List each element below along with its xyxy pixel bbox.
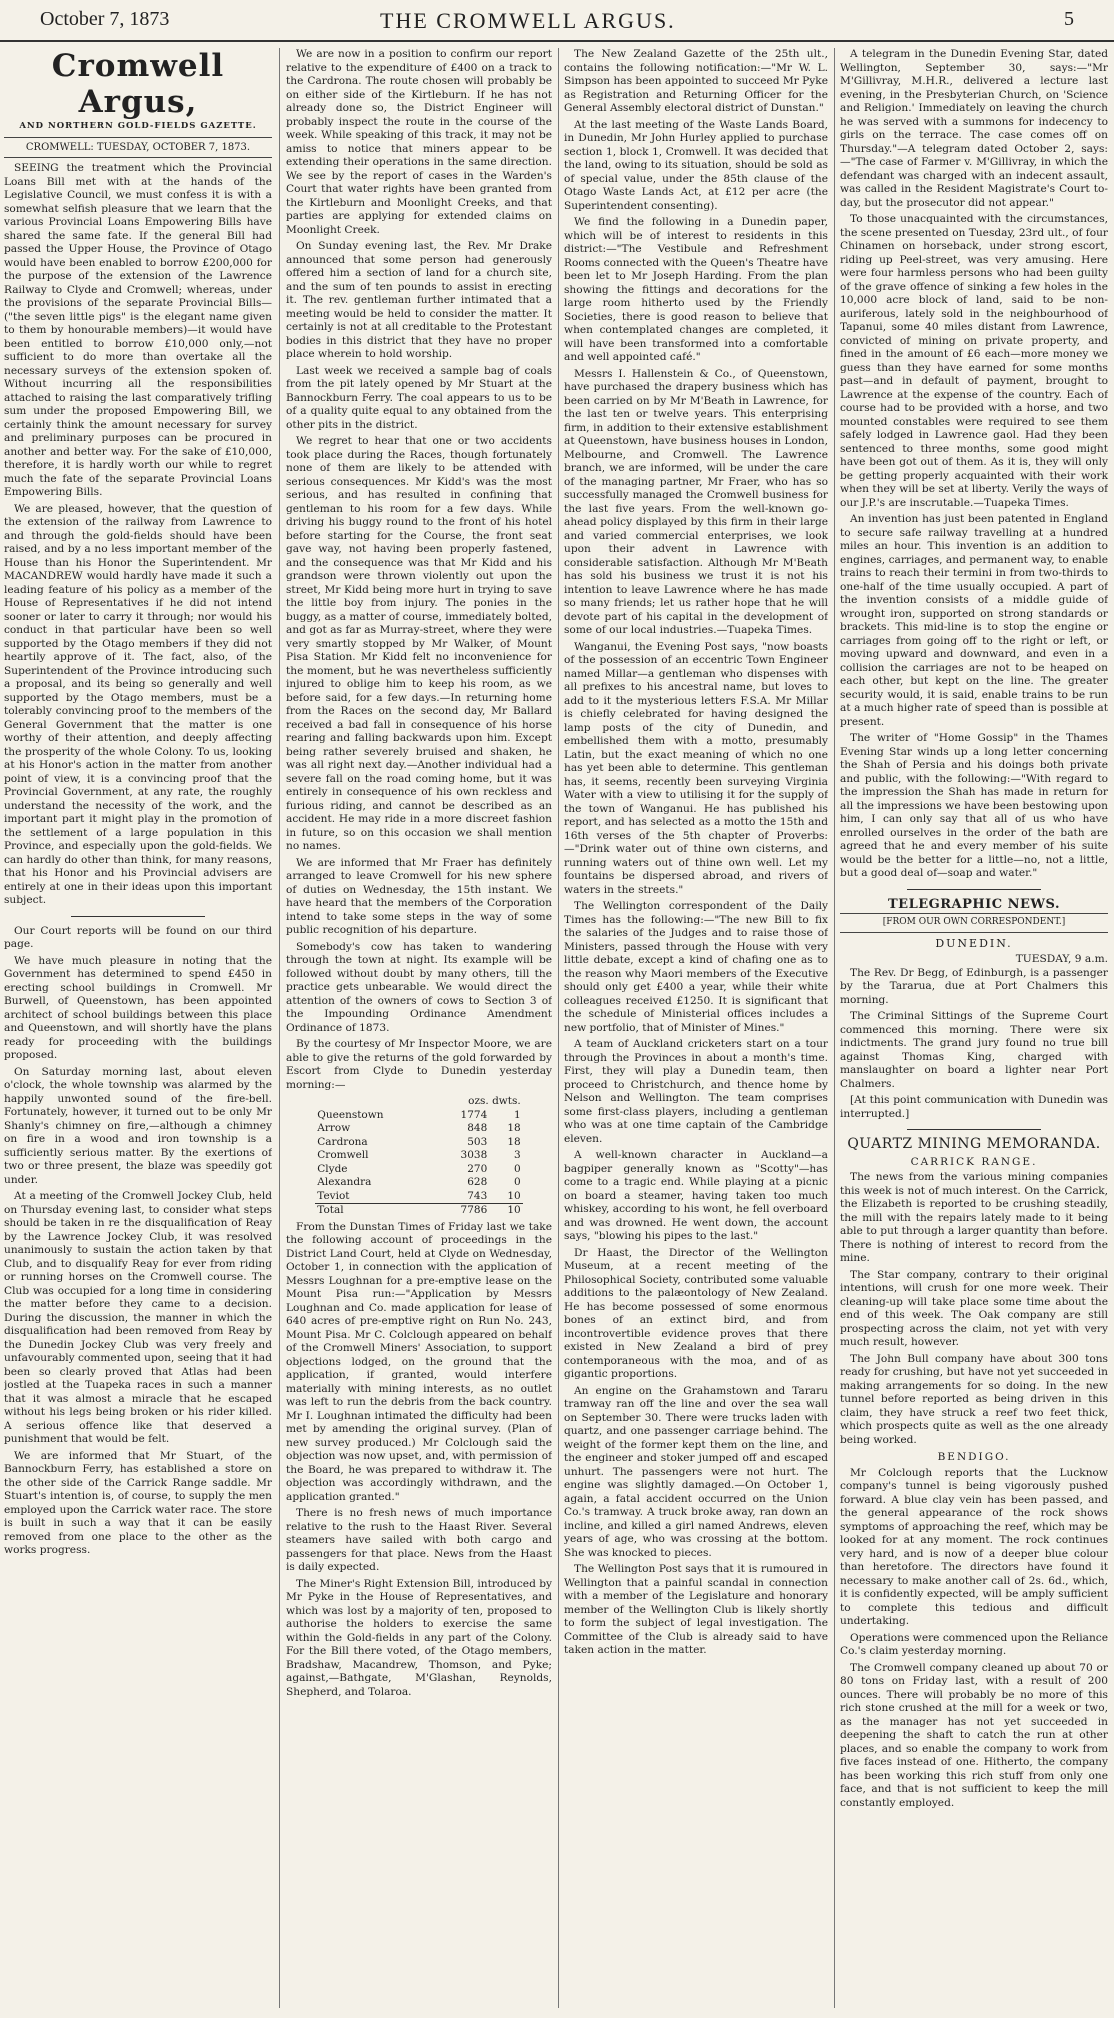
paragraph: An invention has just been patented in England to secure safe railway travelling at a hundred miles an hour. This invention is an addition to engines, carriages, and permanent way, to enable trains to reach their termini in from two-thirds to one-half of the time usually occupied. A part of the invention consists of a middle guide of wrought iron, supported on strong standards or brackets. This mid-line is to stop the engine or carriages from going off to the right or left, or moving upward and downward, and even in a collision the carriages are not to be heaped on each other, but kept on the line. The greater security would, it is said, enable trains to be run at a much higher rate of speed than is possible at present. [840,513,1108,728]
dateline-time: TUESDAY, 9 a.m. [1015,953,1108,965]
paragraph: Dr Haast, the Director of the Wellington Museum, at a recent meeting of the Philosophical Society, contributed some valuable additions to the palæontology of New Zealand. He has become possessed of some enormous bones of an extinct bird, and from incontrovertible evidence proves that there existed in New Zealand a bird of prey contemporaneous with the moa, and of as gigantic proportions. [564,1246,828,1380]
escort-ounces: 3038 [460,1149,488,1161]
paragraph: We have much pleasure in noting that the Government has determined to spend £450 in erecting school buildings in Cromwell. Mr Burwell, of Queenstown, has been appointed architect of school buildings between this place and Queenstown, and will shortly have the plans ready for proceeding with the buildings proposed. [4,954,272,1061]
paragraph: On Saturday morning last, about eleven o'clock, the whole township was alarmed by the happily unwonted sound of the fire-bell. Fortunately, however, it turned out to be only Mr Shanly's chimney on fire,—although a chimney on fire in a wood and iron township is a sufficiently serious matter. By the exertions of two or three present, the blaze was speedily got under. [4,1065,272,1186]
escort-pennyweights: 0 [514,1176,521,1188]
escort-place: Cardrona [317,1135,368,1148]
paragraph: There is no fresh news of much importance relative to the rush to the Haast River. Several steamers have sailed with both cargo and passengers for that place. News from the Haast is daily expected. [286,1507,552,1573]
escort-total-label: Total [315,1204,430,1218]
escort-total-row [315,1204,522,1218]
paragraph: The news from the various mining companies this week is not of much interest. On the Carrick, the Elizabeth is reported to be crushing steadily, the mill with the repairs lately made to it being able to put through a larger quantity than before. There is nothing of interest to record from the mine. [840,1171,1108,1264]
escort-pennyweights: 0 [514,1162,521,1175]
paragraph: A telegram in the Dunedin Evening Star, dated Wellington, September 30, says:—"Mr M'Gillivray, M.H.R., delivered a lecture last evening, in the Presbyterian Church, on 'Science and Religion.' Immediately on leaving the church he was served with a summons for indecency to girls on the terrace. The case comes off on Thursday."—A telegram dated October 2, says:—"The case of Farmer v. M'Gillivray, in which the defendant was charged with an indecent assault, was called in the Resident Magistrate's Court to-day, but the prosecutor did not appear." [840,48,1108,209]
carrick-range-heading: CARRICK RANGE. [910,1155,1038,1168]
paragraph: The Star company, contrary to their original intentions, will crush for one more week. Their cleaning-up will take place some time about the end of this week. The Oak company are still prospecting across the claim, not yet with very much result, however. [840,1268,1108,1348]
masthead-title: Cromwell Argus, [51,48,225,120]
divider [71,916,205,917]
divider [907,889,1041,890]
paragraph: SEEING the treatment which the Provincial Loans Bill met with at the hands of the Legislative Council, we must confess it is with a somewhat selfish pleasure that we learn that the various Provincial Loans Empowering Bills have shared the same fate. If the general Bill had passed the Upper House, the Province of Otago would have been enabled to borrow £200,000 for the purpose of the extension of the Lawrence Railway to Clyde and Cromwell; whereas, under the provisions of the separate Provincial Bills—("the seven little pigs" is the elegant name given to them by honourable members)—it would have been entitled to borrow £10,000 only,—not sufficient to do more than overtake all the necessary surveys of the extension spoken of. Without incurring all the responsibilities attached to raising the last comparatively trifling sum under the proposed Empowering Bill, we certainly think the amount necessary for survey and preliminary purposes can be procured in another and better way. For the sake of £10,000, therefore, it is hardly worth our while to regret much the fate of the separate Provincial Loans Empowering Bills. [4,162,272,498]
escort-row [315,1176,522,1190]
page-header [0,0,1114,42]
paragraph: The John Bull company have about 300 tons ready for crushing, but have not yet succeeded in making arrangements for so doing. In the new tunnel before reported as being driven in this claim, they have struck a reef two feet thick, which prospects quite as well as the one already being worked. [840,1352,1108,1446]
paragraph: We are pleased, however, that the question of the extension of the railway from Lawrence to and through the gold-fields should have been raised, and by a no less important member of the House than his Honor the Superintendent. Mr MACANDREW would hardly have made it such a leading feature of his policy as a member of the House of Representatives if he did not intend sooner or later to carry it through; nor would his conduct in that particular have been so well supported by the Otago members if they did not heartily approve of it. The fact, also, of the Superintendent of the Province introducing such a proposal, and its being so generally and well supported by the Otago members, must be a tolerably convincing proof to the members of the General Government that the matter is one worthy of their attention, and deeply affecting the prosperity of the whole Colony. To us, looking at his Honor's action in the matter from another point of view, it is a convincing proof that the Provincial Government, at any rate, the roughly understand the necessity of the work, and the important part it might play in the promotion of the settlement of a large population in this Province, and especially upon the gold-fields. We can hardly do other than think, for many reasons, that his Honor and his Provincial advisers are entirely at one in their ideas upon this important subject. [4,502,272,906]
escort-place: Arrow [317,1122,351,1134]
paragraph: We find the following in a Dunedin paper, which will be of interest to residents in this district:—"The Vestibule and Refreshment Rooms connected with the Queen's Theatre have been let to Mr Joseph Harding. From the plan showing the fittings and decorations for the large room hitherto used by the Friendly Societies, there is good reason to believe that when contemplated changes are completed, it will have been transformed into a comfortable and well appointed café." [564,216,828,363]
escort-place: Queenstown [317,1108,384,1121]
escort-pennyweights: 1 [514,1108,521,1121]
masthead [4,48,272,158]
escort-place: Alexandra [317,1176,372,1188]
paragraph: On Sunday evening last, the Rev. Mr Drake announced that some person had generously offered him a section of land for a church site, and the sum of ten pounds to assist in erecting it. The rev. gentleman further intimated that a meeting would be held to consider the matter. It certainly is not at all creditable to the Protestant bodies in this district that they have no proper place wherein to hold worship. [286,240,552,360]
header-page-number: 5 [1064,8,1074,30]
telegraphic-news-heading: TELEGRAPHIC NEWS. [888,896,1060,912]
paragraph: The writer of "Home Gossip" in the Thames Evening Star winds up a long letter concerning the Shah of Persia and his doings both private and public, with the following:—"With regard to the impression the Shah has made in return for all the impressions we have been bestowing upon him, I can only say that all of us who have enrolled ourselves in the order of the bath are agreed that he and every member of his suite would be the better for a little—no, not a little, but a good deal of—soap and water." [840,732,1108,879]
paragraph: Wanganui, the Evening Post says, "now boasts of the possession of an eccentric Town Engineer named Millar—a gentleman who dispenses with all prefixes to his ancestral name, but loves to add to it the mysterious letters F.S.A. Mr Millar is chiefly celebrated for having designed the lamp posts of the city of Dunedin, and embellished them with a motto, presumably Latin, but the exact meaning of which no one has yet been able to determine. This gentleman has, it seems, recently been surveying Virginia Water with a view to utilising it for the supply of the town of Wanganui. He has published his report, and has selected as a motto the 15th and 16th verses of the 5th chapter of Proverbs:—"Drink water out of thine own cisterns, and running waters out of thine own well. Let my fountains be dispersed abroad, and rivers of waters in the streets." [564,640,828,896]
escort-place: Teviot [317,1189,350,1202]
paragraph: The Rev. Dr Begg, of Edinburgh, is a passenger by the Tararua, due at Port Chalmers this morning. [840,966,1108,1006]
paragraph: [At this point communication with Dunedin was interrupted.] [840,1094,1108,1120]
escort-ounces: 743 [467,1189,488,1202]
paragraph: The Wellington correspondent of the Daily Times has the following:—"The new Bill to fix the salaries of the Judges and to raise those of Ministers, passed through the House with very little debate, except a kind of chafing one as to the reason why Maori members of the Executive should only get £400 a year, while their white colleagues received £1250. It is significant that the schedule of Ministerial offices includes a new portfolio, that of Minister of Mines." [564,900,828,1034]
escort-pennyweights: 10 [507,1189,521,1202]
escort-header-row [315,1095,522,1109]
paragraph: The Cromwell company cleaned up about 70 or 80 tons on Friday last, with a result of 200 ounces. There will probably be no more of this rich stone crushed at the mill for a week or two, as the manager has not yet succeeded in deepening the shaft to catch the run at other places, and so enable the company to work from five faces instead of one. Hitherto, the company has been working this rich stuff from only one face, and that is not sufficient to keep the mill constantly employed. [840,1661,1108,1809]
escort-ounces: 270 [467,1162,488,1175]
escort-total-pennyweights: 10 [489,1204,522,1218]
paragraph: We are now in a position to confirm our report relative to the expenditure of £400 on a track to the Cardrona. The route chosen will probably be on either side of the Kirtleburn. If he has not already done so, the District Engineer will probably inspect the route in the course of the week. While speaking of this track, it may not be amiss to notice that miners appear to be extending their operations in the same direction. We see by the report of cases in the Warden's Court that water rights have been granted from the Kirtleburn and Moonlight Creeks, and that parties are applying for extended claims on Moonlight Creek. [286,48,552,236]
paragraph: We are informed that Mr Stuart, of the Bannockburn Ferry, has established a store on the other side of the Carrick Range saddle. Mr Stuart's intention is, of course, to supply the men employed upon the Carrick water race. The store is built in such a way that it can be easily removed from one place to the other as the works progress. [4,1449,272,1556]
column-2 [286,48,552,2008]
column-rule [279,48,280,2008]
escort-place: Cromwell [317,1149,369,1161]
paragraph: From the Dunstan Times of Friday last we take the following account of proceedings in the District Land Court, held at Clyde on Wednesday, October 1, in connection with the application of Messrs Loughnan for a pre-emptive lease on the Mount Pisa run:—"Application by Messrs Loughnan and Co. made application for lease of 640 acres of pre-emptive right on Run No. 243, Mount Pisa. Mr C. Colclough appeared on behalf of the Cromwell Miners' Association, to support objections lodged, on the ground that the application, if granted, would interfere materially with mining interests, as no outlet was left to run the debris from the back country. Mr I. Loughnan intimated the difficulty had been met by amending the original survey. (Plan of new survey produced.) Mr Colclough said the objection was now upset, and, with permission of the Board, he was prepared to withdraw it. The objection was accordingly withdrawn, and the application granted." [286,1220,552,1503]
paragraph: To those unacquainted with the circumstances, the scene presented on Tuesday, 23rd ult., of four Chinamen on horseback, under strong escort, riding up Peel-street, was very amusing. Here were four harmless persons who had been guilty of the grave offence of sinking a few holes in the 10,000 acre block of land, said to be non-auriferous, lately sold in the neighbourhood of Tapanui, some 40 miles distant from Lawrence, convicted of mining on private property, and fined in the amount of £6 each—more money we guess than they have earned for some months past—and in default of payment, brought to Lawrence at the expense of the country. Each of course had to be provided with a horse, and two mounted constables were required to see them safely lodged in Lawrence gaol. Had they been sentenced to three months, some good might have been got out of them. As it is, they will only be getting properly acquainted with their work when they will be set at liberty. Verily the ways of our J.P.'s are inscrutable.—Tuapeka Times. [840,213,1108,509]
paragraph: An engine on the Grahamstown and Tararu tramway ran off the line and over the sea wall on September 30. There were trucks laden with quartz, and one passenger carriage behind. The weight of the former kept them on the line, and the engineer and stoker jumped off and escaped unhurt. The passengers were not hurt. The engine was slightly damaged.—On October 1, again, a fatal accident occurred on the Union Co.'s tramway. A truck broke away, ran down an incline, and killed a girl named Andrews, eleven years of age, who was crossing at the bottom. She was knocked to pieces. [564,1384,828,1559]
masthead-subtitle: AND NORTHERN GOLD-FIELDS GAZETTE. [19,121,257,131]
paragraph: Operations were commenced upon the Reliance Co.'s claim yesterday morning. [840,1631,1108,1657]
header-date: October 7, 1873 [40,8,170,30]
column-3 [564,48,828,2008]
escort-row [315,1109,522,1123]
dateline-place: DUNEDIN. [935,936,1013,950]
escort-ounces: 1774 [460,1108,488,1121]
paragraph: A well-known character in Auckland—a bagpiper generally known as "Scotty"—has come to a tragic end. While playing at a picnic on board a steamer, having taken too much whiskey, according to his wont, he fell overboard and was drowned. He went down, the account says, "blowing his pipes to the last." [564,1149,828,1242]
escort-ounces: 503 [467,1135,488,1148]
escort-row [315,1149,522,1163]
escort-units: ozs. dwts. [468,1095,521,1107]
column-rule [558,48,559,2008]
paragraph: Last week we received a sample bag of coals from the pit lately opened by Mr Stuart at the Bannockburn Ferry. The coal appears to us to be of a quality quite equal to any obtained from the other pits in the district. [286,364,552,431]
paragraph: By the courtesy of Mr Inspector Moore, we are able to give the returns of the gold forwarded by Escort from Clyde to Dunedin yesterday morning:— [286,1038,552,1091]
column-4 [840,48,1108,2008]
paragraph: Somebody's cow has taken to wandering through the town at night. Its example will be followed without doubt by many others, till the practice gets unbearable. We would direct the attention of the owners of cows to Section 3 of the Impounding Ordinance Amendment Ordinance of 1873. [286,940,552,1034]
paragraph: The Wellington Post says that it is rumoured in Wellington that a painful scandal in connection with a member of the Legislature and honorary member of the Wellington Club is likely shortly to form the subject of legal investigation. The Committee of the Club is already said to have taken action in the matter. [564,1563,828,1656]
bendigo-heading: BENDIGO. [937,1451,1011,1463]
masthead-dateline: CROMWELL: TUESDAY, OCTOBER 7, 1873. [4,137,272,158]
divider [907,1129,1041,1130]
escort-returns-table [315,1095,522,1218]
paragraph: The Miner's Right Extension Bill, introduced by Mr Pyke in the House of Representatives, and which was lost by a majority of ten, proposed to authorise the holders to exercise the same within the Gold-fields in any part of the Colony. For the Bill there voted, of the Otago members, Bradshaw, Macandrew, Thomson, and Pyke; against,—Bathgate, M'Glashan, Reynolds, Shepherd, and Tolaroa. [286,1577,552,1698]
escort-pennyweights: 3 [514,1149,521,1161]
paragraph: At a meeting of the Cromwell Jockey Club, held on Thursday evening last, to consider what steps should be taken in re the disqualification of Reay by the Lawrence Jockey Club, it was resolved unanimously to sustain the action taken by that Club, and to disqualify Reay for ever from riding or running horses on the Cromwell course. The Club was occupied for a long time in considering the matter before they came to a decision. During the discussion, the manner in which the disqualification had been removed from Reay by the Dunedin Jockey Club was very freely and unfavourably commented upon, seeing that it had been so clearly proved that Atlas had been jostled at the Tuapeka races in such a manner that it was almost a miracle that he escaped without his legs being broken or his rider killed. A serious offence like that deserved a punishment that would be felt. [4,1190,272,1445]
paragraph: We regret to hear that one or two accidents took place during the Races, though fortunately none of them are likely to be attended with serious consequences. Mr Kidd's was the most serious, and has resulted in confining that gentleman to his room for a few days. While driving his buggy round to the front of his hotel before starting for the Course, the front seat gave way, not having been properly fastened, and the consequence was that Mr Kidd and his grandson were thrown violently out upon the street, Mr Kidd being more hurt in trying to save the little boy from injury. The ponies in the buggy, as a matter of course, immediately bolted, and got as far as Murray-street, where they were very smartly stopped by Mr Walker, of Mount Pisa Station. Mr Kidd felt no inconvenience for the moment, but he was nevertheless sufficiently injured to oblige him to keep his room, as we before said, for a few days.—In returning home from the Races on the second day, Mr Ballard received a bad fall in consequence of his horse rearing and falling backwards upon him. Except being rather severely bruised and shaken, he was all right next day.—Another individual had a severe fall on the road coming home, but it was entirely in consequence of his own reckless and furious riding, and cannot be described as an accident. He may ride in a more discreet fashion in future, so on this occasion we shall mention no names. [286,435,552,852]
escort-ounces: 848 [467,1122,488,1134]
escort-pennyweights: 18 [507,1122,521,1134]
paragraph: We are informed that Mr Fraer has definitely arranged to leave Cromwell for his new sphere of duties on Wednesday, the 15th instant. We have heard that the members of the Corporation intend to take some steps in the way of some public recognition of his departure. [286,856,552,936]
escort-row [315,1136,522,1150]
paragraph: A team of Auckland cricketers start on a tour through the Provinces in about a month's time. First, they will play a Dunedin team, then proceed to Christchurch, and thence home by Nelson and Wellington. The team comprises some first-class players, including a gentleman who was at one time captain of the Cambridge eleven. [564,1038,828,1145]
paragraph: At the last meeting of the Waste Lands Board, in Dunedin, Mr John Hurley applied to purchase section 1, block 1, Cromwell. It was decided that the land, owing to its situation, should be sold as of special value, under the 85th clause of the Otago Waste Lands Act, at £12 per acre (the Superintendent consenting). [564,118,828,212]
paragraph: The New Zealand Gazette of the 25th ult., contains the following notification:—"Mr W. L. Simpson has been appointed to succeed Mr Pyke as Registration and Returning Officer for the General Assembly electoral district of Dunstan." [564,48,828,114]
paragraph: Mr Colclough reports that the Lucknow company's tunnel is being vigorously pushed forward. A blue clay vein has been passed, and the general appearance of the rock shows symptoms of approaching the reef, which may be looked for at any moment. The rock continues very hard, and is now of a deeper blue colour than heretofore. The directors have found it necessary to make another call of 2s. 6d., which, it is confidently expected, will be amply sufficient to complete this tedious and difficult undertaking. [840,1466,1108,1627]
escort-pennyweights: 18 [507,1135,521,1148]
escort-total-ounces: 7786 [430,1204,489,1218]
escort-row [315,1122,522,1136]
escort-ounces: 628 [467,1176,488,1188]
column-rule [834,48,835,2008]
escort-row [315,1190,522,1204]
column-1 [4,48,272,2008]
paragraph: The Criminal Sittings of the Supreme Court commenced this morning. There were six indictments. The grand jury found no true bill against Thomas King, charged with manslaughter on board a lighter near Port Chalmers. [840,1010,1108,1090]
paragraph: Our Court reports will be found on our third page. [4,924,272,950]
escort-row [315,1163,522,1177]
paragraph: Messrs I. Hallenstein & Co., of Queenstown, have purchased the drapery business which has been carried on by Mr M'Beath in Lawrence, for the last ten or twelve years. This enterprising firm, in addition to their extensive establishment at Queenstown, have business houses in London, Melbourne, and Cromwell. The Lawrence branch, we are informed, will be under the care of the managing partner, Mr Fraer, who has so successfully managed the Cromwell business for the last five years. From the well-known go-ahead policy displayed by this firm in their large and varied commercial enterprises, we look upon their advent in Lawrence with considerable satisfaction. Although Mr M'Beath has sold his business we trust it is not his intention to leave Lawrence where he has made so many friends; let us rather hope that he will devote part of his capital in the development of some of our local industries.—Tuapeka Times. [564,367,828,636]
telegraphic-news-subheading: [FROM OUR OWN CORRESPONDENT.] [840,913,1108,933]
header-title: THE CROMWELL ARGUS. [380,8,676,33]
quartz-mining-heading: QUARTZ MINING MEMORANDA. [847,1136,1101,1152]
escort-place: Clyde [317,1162,348,1175]
